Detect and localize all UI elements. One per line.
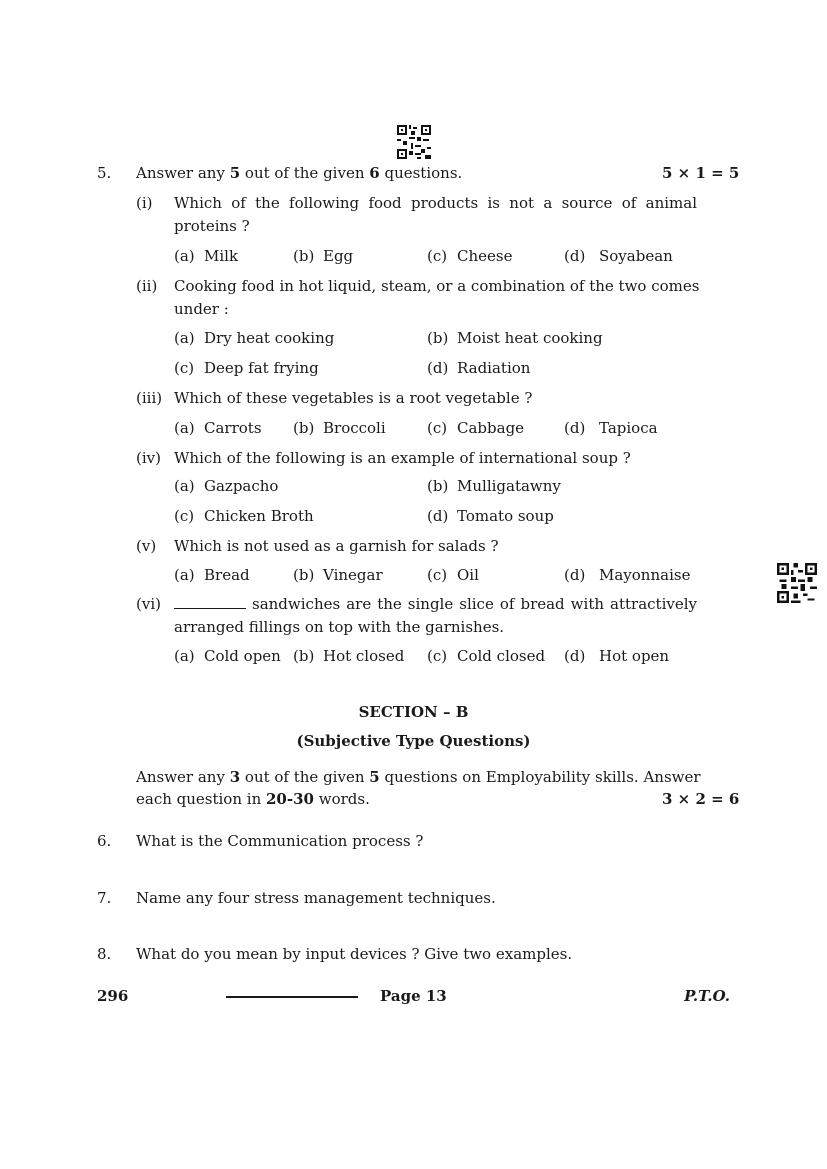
question-number: 8.: [97, 945, 112, 963]
option: (d) Hot open: [564, 647, 670, 665]
q5-item-text: Which of these vegetables is a root vegetable ?: [174, 389, 533, 407]
option: (a) Cold open: [174, 647, 281, 665]
option: (a) Bread: [174, 566, 250, 584]
option: (b) Vinegar: [293, 566, 383, 584]
paper-code: 296: [97, 987, 129, 1005]
option: (a) Milk: [174, 247, 239, 265]
fill-in-blank: [174, 596, 246, 609]
option: (a) Gazpacho: [174, 477, 279, 495]
option: (c) Cheese: [427, 247, 513, 265]
q5-instruction: Answer any 5 out of the given 6 questions.: [136, 164, 463, 182]
q5-item-label: (vi): [136, 595, 161, 613]
q5-item-label: (iii): [136, 389, 163, 407]
section-instruction-cont: each question in 20-30 words.: [136, 790, 370, 808]
q5-item-text-cont: proteins ?: [174, 217, 250, 235]
option: (b) Moist heat cooking: [427, 329, 603, 347]
page-number: Page 13: [380, 987, 447, 1005]
option: (b) Egg: [293, 247, 354, 265]
q5-item-text: Cooking food in hot liquid, steam, or a combination of the two comes: [174, 277, 700, 295]
option: (d) Radiation: [427, 359, 531, 377]
option: (c) Cabbage: [427, 419, 525, 437]
option: (d) Tomato soup: [427, 507, 554, 525]
q5-item-label: (ii): [136, 277, 158, 295]
q5-item-text-cont: arranged fillings on top with the garnishes.: [174, 618, 505, 636]
option: (c) Cold closed: [427, 647, 546, 665]
option: (b) Broccoli: [293, 419, 386, 437]
q5-item-label: (i): [136, 194, 153, 212]
q5-item-text: Which of the following food products is not a source of animal: [174, 194, 697, 212]
option: (a) Carrots: [174, 419, 262, 437]
option: (b) Mulligatawny: [427, 477, 561, 495]
qr-code-side: [777, 563, 817, 603]
q5-number: 5.: [97, 164, 112, 182]
q5-item-text: Which is not used as a garnish for salads ?: [174, 537, 499, 555]
pto-label: P.T.O.: [684, 987, 730, 1005]
section-title: SECTION – B: [358, 703, 469, 721]
option: (d) Tapioca: [564, 419, 658, 437]
option: (d) Mayonnaise: [564, 566, 691, 584]
question-text: What do you mean by input devices ? Give two examples.: [136, 945, 573, 963]
q5-item-label: (iv): [136, 449, 161, 467]
q5-marks: 5 × 1 = 5: [662, 164, 740, 182]
footer-divider: [226, 996, 358, 998]
question-number: 6.: [97, 832, 112, 850]
q5-item-text-cont: under :: [174, 300, 229, 318]
question-text: Name any four stress management techniques.: [136, 889, 496, 907]
option: (d) Soyabean: [564, 247, 673, 265]
option: (a) Dry heat cooking: [174, 329, 335, 347]
q5-item-text: Which of the following is an example of international soup ?: [174, 449, 631, 467]
section-marks: 3 × 2 = 6: [662, 790, 740, 808]
option: (c) Oil: [427, 566, 479, 584]
section-subtitle: (Subjective Type Questions): [296, 732, 531, 750]
q5-item-label: (v): [136, 537, 157, 555]
qr-code-top: [397, 125, 431, 159]
q5-item-text: sandwiches are the single slice of bread with attractively: [174, 595, 697, 613]
question-number: 7.: [97, 889, 112, 907]
section-instruction: Answer any 3 out of the given 5 questions on Employability skills. Answer: [136, 768, 701, 786]
question-text: What is the Communication process ?: [136, 832, 424, 850]
option: (b) Hot closed: [293, 647, 405, 665]
option: (c) Deep fat frying: [174, 359, 319, 377]
option: (c) Chicken Broth: [174, 507, 314, 525]
